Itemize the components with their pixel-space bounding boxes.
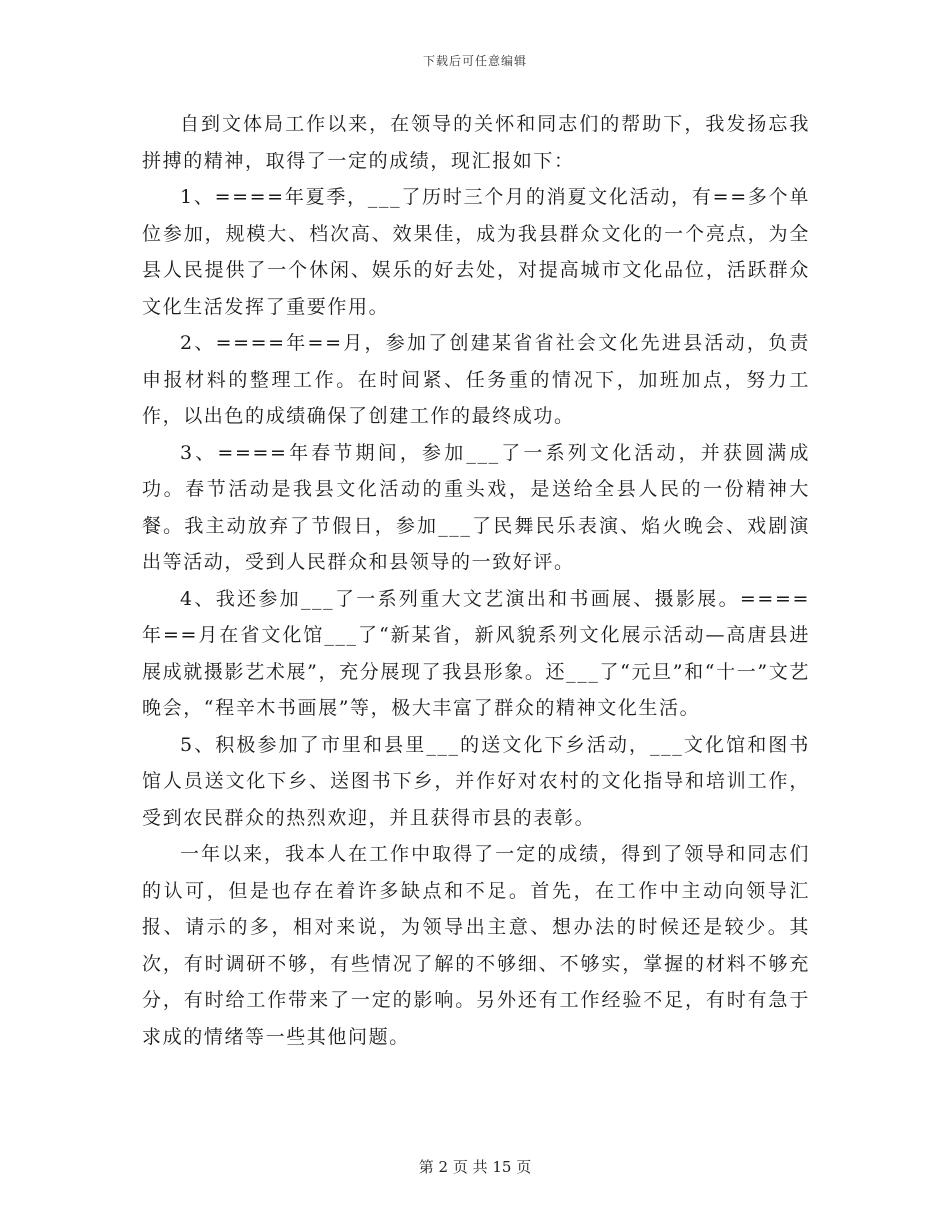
header-note: 下载后可任意编辑 [422,54,527,68]
page-number-footer: 第 2 页 共 15 页 [418,1158,532,1176]
paragraph-item-3: 3、====年春节期间，参加___了一系列文化活动，并获圆满成功。春节活动是我县文化活动的重头戏，是送给全县人民的一份精神大餐。我主动放弃了节假日，参加___了民舞民乐表演、焰火晚会、戏剧演出等活动，受到人民群众和县领导的一致好评。 [142,441,810,573]
document-body [142,106,810,1055]
paragraph-item-2: 2、====年==月，参加了创建某省省社会文化先进县活动，负责申报材料的整理工作。在时间紧、任务重的情况下，加班加点，努力工作，以出色的成绩确保了创建工作的最终成功。 [142,332,810,427]
paragraph-item-4: 4、我还参加___了一系列重大文艺演出和书画展、摄影展。====年==月在省文化馆___了“新某省，新风貌系列文化展示活动—高唐县进展成就摄影艺术展”，充分展现了我县形象。还___了“元旦”和“十一”文艺晚会，“程辛木书画展”等，极大丰富了群众的精神文化生活。 [142,587,810,719]
paragraph-summary: 一年以来，我本人在工作中取得了一定的成绩，得到了领导和同志们的认可，但是也存在着许多缺点和不足。首先，在工作中主动向领导汇报、请示的多，相对来说，为领导出主意、想办法的时候还是较少。其次，有时调研不够，有些情况了解的不够细、不够实，掌握的材料不够充分，有时给工作带来了一定的影响。另外还有工作经验不足，有时有急于求成的情绪等一些其他问题。 [142,843,810,1048]
paragraph-item-5: 5、积极参加了市里和县里___的送文化下乡活动，___文化馆和图书馆人员送文化下乡、送图书下乡，并作好对农村的文化指导和培训工作，受到农民群众的热烈欢迎，并且获得市县的表彰。 [142,733,810,829]
paragraph-item-1: 1、====年夏季，___了历时三个月的消夏文化活动，有==多个单位参加，规模大、档次高、效果佳，成为我县群众文化的一个亮点，为全县人民提供了一个休闲、娱乐的好去处，对提高城市文化品位，活跃群众文化生活发挥了重要作用。 [142,186,810,318]
paragraph-intro: 自到文体局工作以来，在领导的关怀和同志们的帮助下，我发扬忘我拼搏的精神，取得了一定的成绩，现汇报如下： [142,113,810,172]
